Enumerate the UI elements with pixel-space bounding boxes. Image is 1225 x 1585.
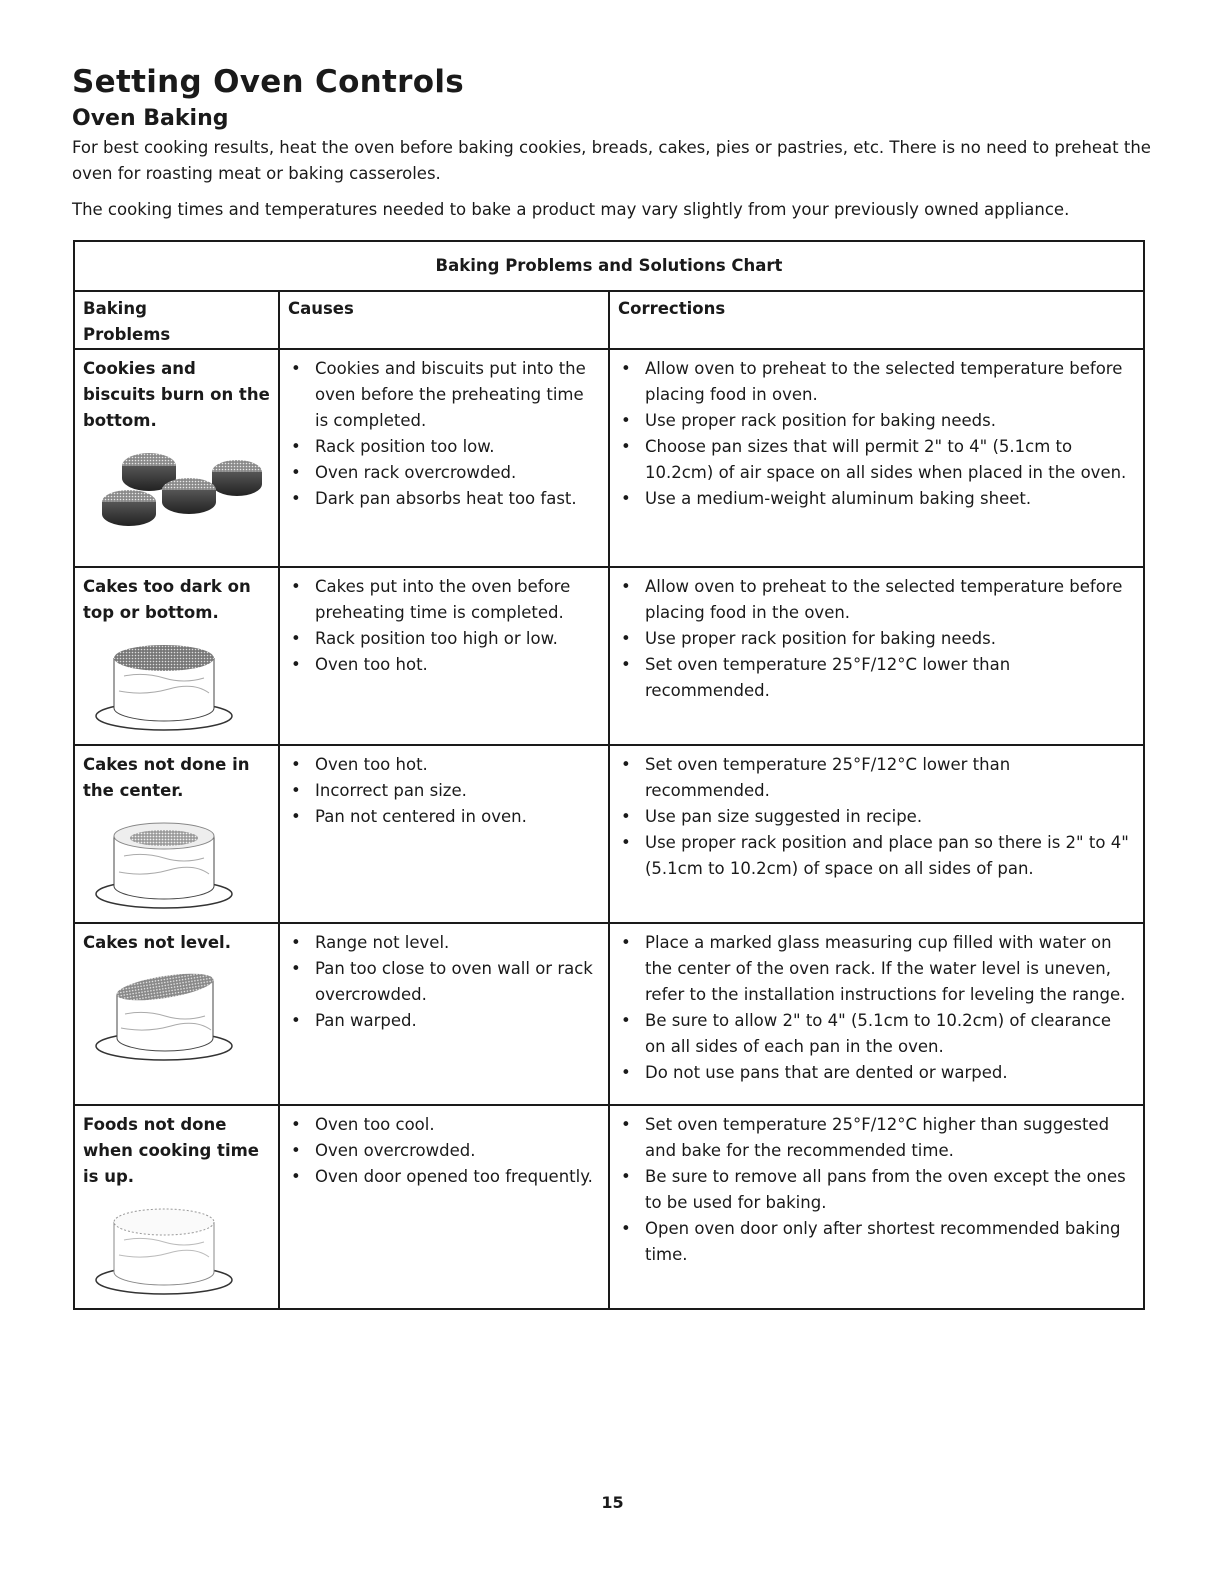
- cause-item: • Oven overcrowded.: [288, 1138, 600, 1164]
- page-number: 15: [601, 1493, 624, 1512]
- correction-list: [610, 568, 1143, 704]
- correction-item: • Place a marked glass measuring cup filled with water on the center of the oven rack. If the water level is uneven, refer to the installation instructions for leveling the range.: [618, 930, 1135, 1008]
- correction-item: • Use proper rack position for baking needs.: [618, 408, 1135, 434]
- cause-item: • Oven door opened too frequently.: [288, 1164, 600, 1190]
- page-title: Setting Oven Controls: [72, 64, 465, 100]
- cause-item: • Cookies and biscuits put into the oven before the preheating time is completed.: [288, 356, 600, 434]
- causes-cell: [279, 1105, 609, 1309]
- cause-item: • Range not level.: [288, 930, 600, 956]
- cookies-icon: [89, 444, 278, 547]
- cause-item: • Cakes put into the oven before preheating time is completed.: [288, 574, 600, 626]
- cause-item: • Rack position too high or low.: [288, 626, 600, 652]
- correction-list: [610, 1106, 1143, 1268]
- problem-label: Cookies and biscuits burn on the bottom.: [83, 359, 270, 430]
- correction-item: • Use pan size suggested in recipe.: [618, 804, 1135, 830]
- cause-item: • Oven too hot.: [288, 752, 600, 778]
- cause-item: • Pan too close to oven wall or rack overcrowded.: [288, 956, 600, 1008]
- cause-item: • Incorrect pan size.: [288, 778, 600, 804]
- intro-paragraph-1: For best cooking results, heat the oven before baking cookies, breads, cakes, pies or pastries, etc. There is no need to preheat the oven for roasting meat or baking casseroles.: [72, 138, 1151, 183]
- corrections-cell: [609, 745, 1144, 923]
- causes-cell: [279, 349, 609, 567]
- cause-item: • Pan warped.: [288, 1008, 600, 1034]
- causes-cell: [279, 567, 609, 745]
- cause-item: • Rack position too low.: [288, 434, 600, 460]
- correction-item: • Use proper rack position for baking needs.: [618, 626, 1135, 652]
- column-header-corrections: [609, 291, 1144, 349]
- correction-item: • Set oven temperature 25°F/12°C higher than suggested and bake for the recommended time.: [618, 1112, 1135, 1164]
- column-header-problems-label: Baking Problems: [83, 299, 171, 344]
- cause-list: [280, 568, 608, 678]
- cause-list: [280, 924, 608, 1034]
- cause-item: • Oven rack overcrowded.: [288, 460, 600, 486]
- cake-underdone-center-icon: [89, 814, 278, 922]
- correction-item: • Use proper rack position and place pan so there is 2" to 4" (5.1cm to 10.2cm) of space on all sides of pan.: [618, 830, 1135, 882]
- corrections-cell: [609, 349, 1144, 567]
- column-header-corrections-label: Corrections: [618, 299, 726, 318]
- problem-label: Cakes not done in the center.: [83, 755, 250, 800]
- correction-item: • Use a medium-weight aluminum baking sheet.: [618, 486, 1135, 512]
- correction-item: • Be sure to remove all pans from the oven except the ones to be used for baking.: [618, 1164, 1135, 1216]
- problem-cell: [74, 349, 279, 567]
- column-header-causes-label: Causes: [288, 299, 354, 318]
- baking-problems-chart: [73, 240, 1145, 1310]
- cause-item: • Dark pan absorbs heat too fast.: [288, 486, 600, 512]
- correction-list: [610, 350, 1143, 512]
- problem-label: Cakes too dark on top or bottom.: [83, 577, 251, 622]
- chart-row: [74, 349, 1144, 567]
- chart-row: [74, 1105, 1144, 1309]
- column-header-causes: [279, 291, 609, 349]
- problem-cell: [74, 1105, 279, 1309]
- problem-cell: [74, 745, 279, 923]
- chart-row: [74, 923, 1144, 1105]
- causes-cell: [279, 923, 609, 1105]
- corrections-cell: [609, 923, 1144, 1105]
- cause-item: • Pan not centered in oven.: [288, 804, 600, 830]
- section-title: Oven Baking: [72, 106, 229, 131]
- correction-item: • Do not use pans that are dented or warped.: [618, 1060, 1135, 1086]
- problem-cell: [74, 567, 279, 745]
- cake-pale-icon: [89, 1200, 278, 1308]
- correction-item: • Allow oven to preheat to the selected temperature before placing food in oven.: [618, 356, 1135, 408]
- correction-list: [610, 746, 1143, 882]
- causes-cell: [279, 745, 609, 923]
- correction-item: • Choose pan sizes that will permit 2" to 4" (5.1cm to 10.2cm) of air space on all sides when placed in the oven.: [618, 434, 1135, 486]
- cause-list: [280, 350, 608, 512]
- correction-list: [610, 924, 1143, 1086]
- chart-title: Baking Problems and Solutions Chart: [74, 241, 1144, 291]
- cause-list: [280, 1106, 608, 1190]
- cause-item: • Oven too hot.: [288, 652, 600, 678]
- cake-uneven-icon: [89, 966, 278, 1074]
- correction-item: • Set oven temperature 25°F/12°C lower than recommended.: [618, 652, 1135, 704]
- correction-item: • Set oven temperature 25°F/12°C lower than recommended.: [618, 752, 1135, 804]
- column-header-problems: [74, 291, 279, 349]
- intro-paragraph-2: The cooking times and temperatures needed to bake a product may vary slightly from your previously owned appliance.: [72, 200, 1070, 219]
- corrections-cell: [609, 1105, 1144, 1309]
- problem-cell: [74, 923, 279, 1105]
- problem-label: Cakes not level.: [83, 933, 231, 952]
- cake-dark-top-icon: [89, 636, 278, 744]
- correction-item: • Allow oven to preheat to the selected temperature before placing food in the oven.: [618, 574, 1135, 626]
- problem-label: Foods not done when cooking time is up.: [83, 1115, 259, 1186]
- cause-list: [280, 746, 608, 830]
- cause-item: • Oven too cool.: [288, 1112, 600, 1138]
- chart-row: [74, 745, 1144, 923]
- corrections-cell: [609, 567, 1144, 745]
- correction-item: • Open oven door only after shortest recommended baking time.: [618, 1216, 1135, 1268]
- correction-item: • Be sure to allow 2" to 4" (5.1cm to 10.2cm) of clearance on all sides of each pan in the oven.: [618, 1008, 1135, 1060]
- chart-row: [74, 567, 1144, 745]
